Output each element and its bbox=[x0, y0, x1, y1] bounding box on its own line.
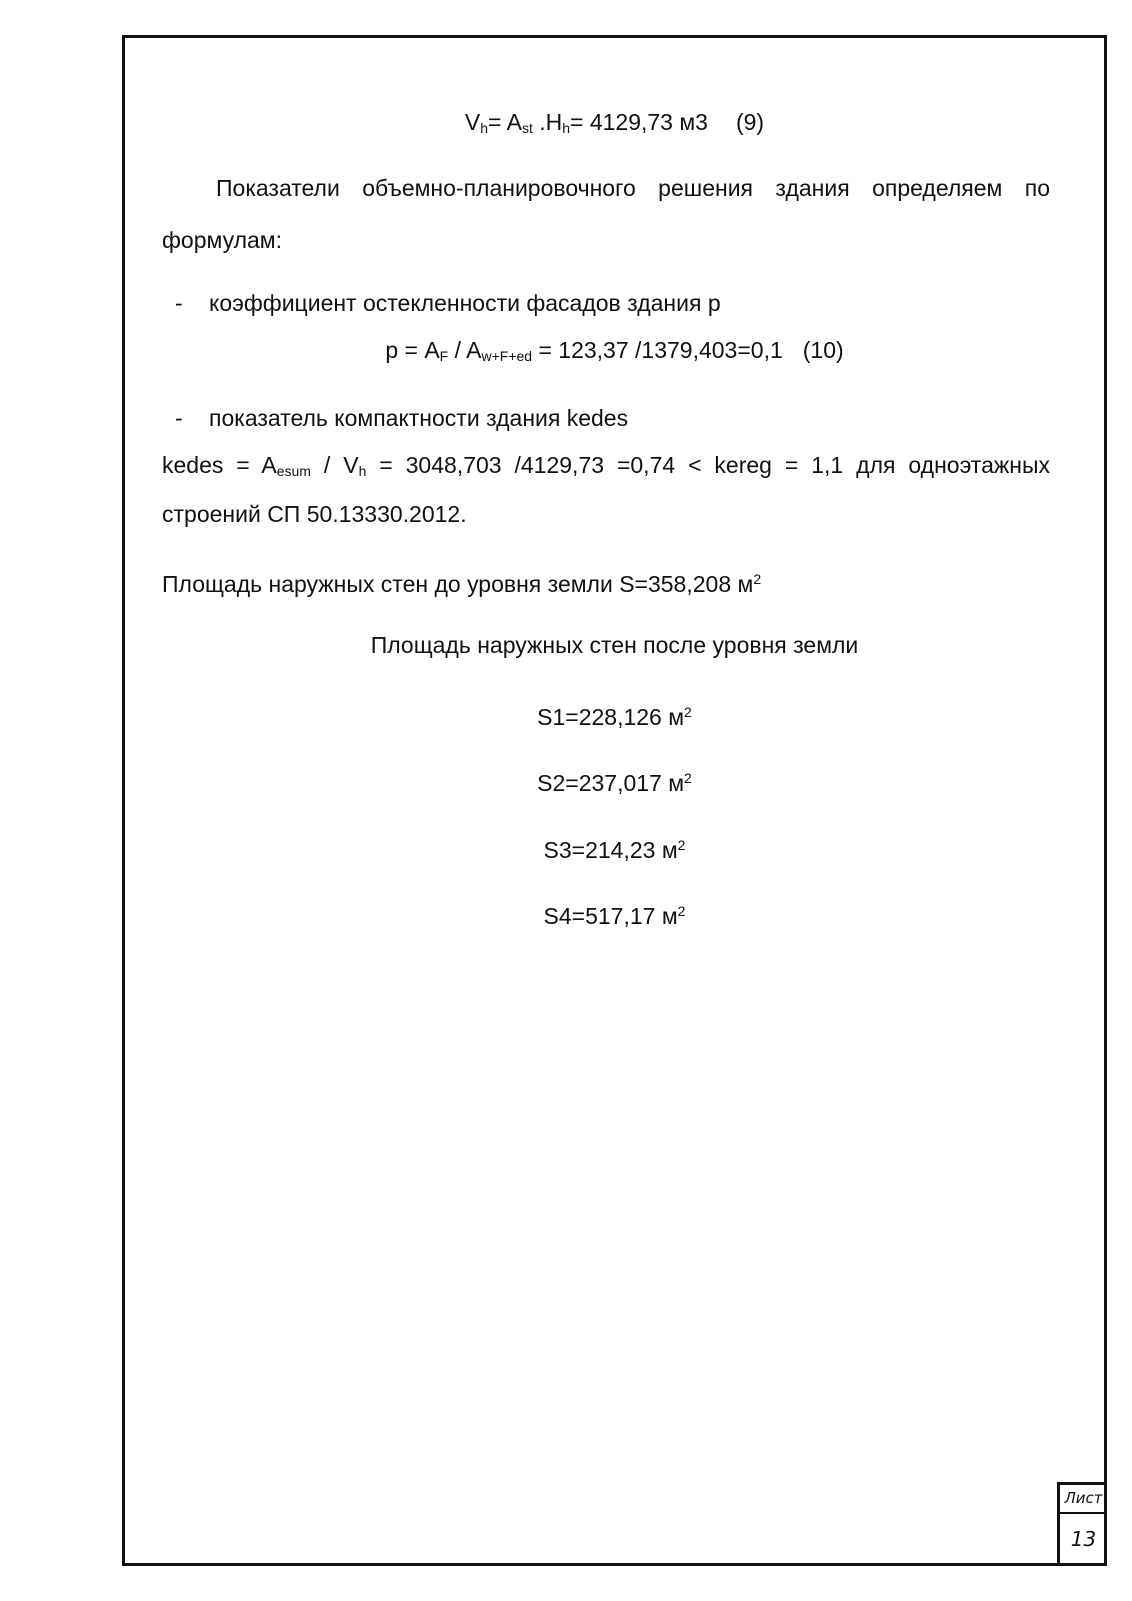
formula-10: $р = A_F / A_{w+F+ed} = 123,37$ /1379,403=0,1 (10) bbox=[385, 337, 844, 364]
area-s2: S2=237,017 $м^2$ bbox=[537, 770, 692, 796]
paragraph-line-2: формулам: bbox=[162, 227, 282, 253]
bullet-dash-1: - bbox=[175, 290, 183, 316]
area-s3: S3=214,23 $м^2$ bbox=[543, 837, 686, 863]
page-frame bbox=[122, 35, 1107, 1566]
area-s4: S4=517,17 $м^2$ bbox=[543, 903, 686, 929]
area-s1: S1=228,126 $м^2$ bbox=[537, 704, 692, 730]
sheet-number: 13 bbox=[1070, 1527, 1097, 1551]
formula-9: $V_h= A_{st}$ $.H_h= 4129,73$ м3 (9) bbox=[464, 109, 765, 136]
bullet-text-2: показатель компактности здания kedes bbox=[209, 405, 629, 431]
area-above-title: Площадь наружных стен после уровня земли bbox=[370, 632, 859, 658]
sheet-stamp bbox=[1057, 1482, 1107, 1566]
kedes-formula: kedes = $A_{esum} / V_h = 3048,703$ /4129,73 =0,74 < kereg = 1,1 для одноэтажных bbox=[162, 452, 1050, 479]
bullet-dash-2: - bbox=[175, 405, 183, 431]
area-below-ground: Площадь наружных стен до уровня земли S=358,208 $м^2$ bbox=[162, 571, 762, 597]
kedes-line-2: строений СП 50.13330.2012. bbox=[162, 501, 467, 527]
paragraph-line-1: Показатели объемно-планировочного решения здания определяем по bbox=[216, 175, 1050, 201]
sheet-label: Лист bbox=[1060, 1485, 1107, 1514]
bullet-text-1: коэффициент остекленности фасадов здания р bbox=[209, 290, 721, 316]
formula-9-number: (9) bbox=[735, 109, 765, 135]
formula-10-number: (10) bbox=[802, 337, 844, 363]
